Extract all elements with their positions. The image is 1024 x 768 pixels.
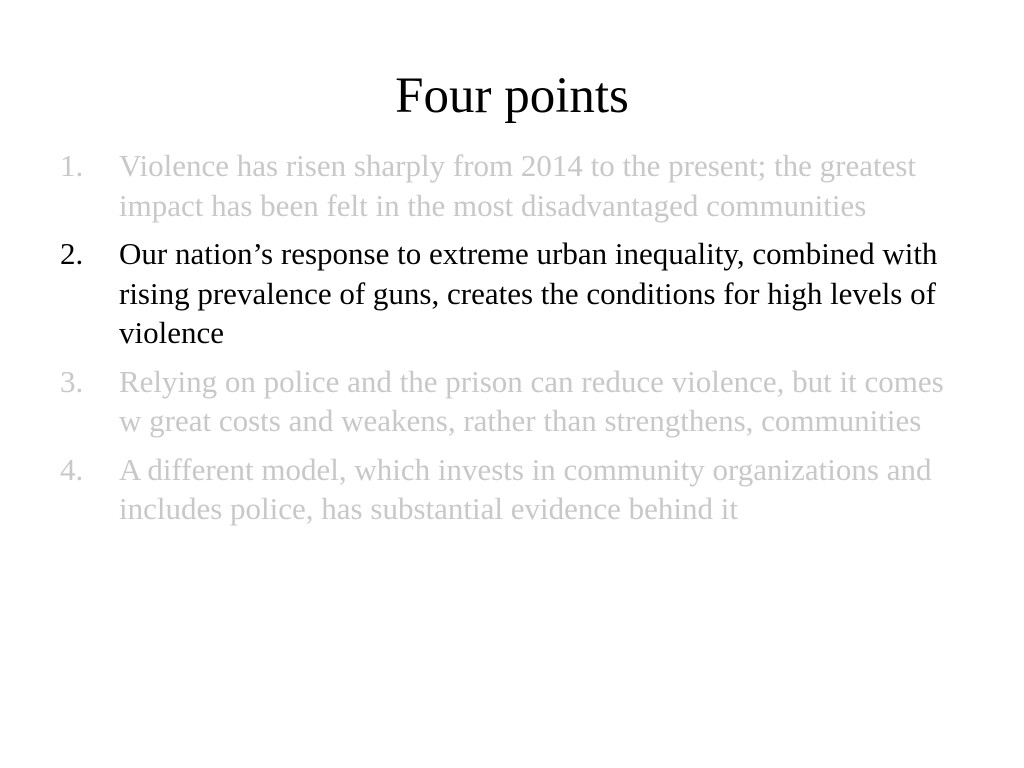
list-item-number: 4. bbox=[60, 451, 84, 487]
list-item-number: 2. bbox=[60, 236, 84, 271]
list-item-text: A different model, which invests in community organizations and includes police, has substantial evidence behind it bbox=[119, 451, 932, 526]
list-item-text: Relying on police and the prison can reduce violence, but it comes w great costs and weakens, rather than strengthens, communities bbox=[119, 363, 944, 438]
list-item bbox=[60, 450, 970, 529]
list-item-text: Our nation’s response to extreme urban inequality, combined with rising prevalence of guns, creates the conditions for high levels of violence bbox=[119, 236, 938, 350]
list-item-number: 3. bbox=[60, 363, 84, 399]
list-item-number: 1. bbox=[60, 148, 84, 183]
list-item bbox=[60, 234, 970, 353]
points-list bbox=[60, 146, 970, 538]
slide-title: Four points bbox=[395, 68, 629, 124]
list-item-text: Violence has risen sharply from 2014 to the present; the greatest impact has been felt in the most disadvantaged communities bbox=[119, 148, 917, 223]
list-item bbox=[60, 362, 970, 441]
list-item bbox=[60, 146, 970, 225]
